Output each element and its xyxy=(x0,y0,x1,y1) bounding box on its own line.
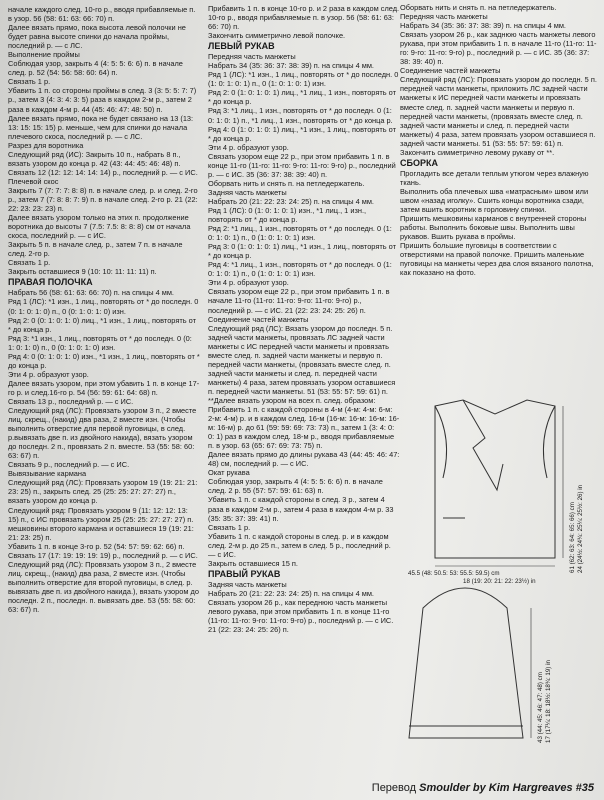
sleeve-label: 43 (44: 45: 46: 47: 48) cm xyxy=(537,672,544,743)
paragraph: Передняя часть манжеты Набрать 34 (35: 36: 37: 38: 39) п. на спицы 4 мм. Ряд 1 (ЛС): *1 изн., 1 лиц., повторять от * до последн. 0 (1: 0: 1: 0: 1) п., 0 (1: 0: 1: 0: 1) изн. Ряд 2: 0 (1: 0: 1: 0: 1) лиц., *1 лиц., 1 изн., повторять от * до конца р. Ряд 3: *1 лиц., 1 изн., повторять от * до последн. 0 (1: 0: 1: 0: 1) п., *1 лиц., 1 изн., повторять от * до конца р. Ряд 4: 0 (1: 0: 1: 0: 1) лиц., *1 изн., 1 лиц., повторять от * до конца р. Эти 4 р. образуют узор. Связать узором еще 22 р., при этом прибавить 1 п. в конце 11-го (11-го: 11-го: 9-го: 11-го: 9-го) р., последний р. — с ИС. 35 (36: 37: 38: 39: 40) п. Оборвать нить и снять п. на петледержатель. Задняя часть манжеты Набрать 20 (21: 22: 23: 24: 25) п. на спицы 4 мм. Ряд 1 (ЛС): 0 (1: 0: 1: 0: 1) изн., *1 лиц., 1 изн., повторять от * до конца р. Ряд 2: *1 лиц., 1 изн., повторять от * до последн. 0 (1: 0: 1: 0: 1) п., 0 (1: 0: 1: 0: 1) изн. Ряд 3: 0 (1: 0: 1: 0: 1) лиц., *1 изн., 1 лиц., повторять от * до конца р. Ряд 4: *1 лиц., 1 изн., повторять от * до последн. 0 (1: 0: 1: 0: 1) п., 0 (1: 0: 1: 0: 1) изн. Эти 4 р. образуют узор. Связать узором еще 22 р., при этом прибавить 1 п. в начале 11-го (11-го: 11-го: 9-го: 11-го: 9-го) р., последний р. — с ИС. 21 (22: 23: 24: 25: 26) п. xyxy=(208,52,399,315)
paragraph: Следующий ряд (ЛС): Вязать узором до последн. 5 п. задней части манжеты, провязать ЛС задней части манжеты с ИС передней части манжеты и провязать вместе след. п. задней части манжеты и первую п. передней части манжеты, (провязать вместе след. п. задней части манжеты и след. п. передней части манжеты) 4 раза, затем провязать узором оставшиеся п. передней части манжеты. 51 (53: 55: 57: 59: 61) п. **Далее вязать узором на всех п. след. образом: Прибавить 1 п. с каждой стороны в 4-м (4-м: 4-м: 6-м: 2-м: 4-м) р. и в каждом след. 16-м (16-м: 16-м: 16-м: 16-м: 16-м) р. до 61 (59: 59: 69: 73: 73) п., затем 1 (3: 4: 0: 0: 1) раз в каждом след. 18-м р., вводя прибавляемые п. в узор. 63 (65: 67: 69: 73: 75) п. Далее вязать прямо до длины рукава 43 (44: 45: 46: 47: 48) см, последний р. — с ИС. xyxy=(208,323,400,469)
heading-left-sleeve: ЛЕВЫЙ РУКАВ xyxy=(208,41,275,52)
subheading-collar: Разрез для воротника xyxy=(8,140,84,150)
paragraph: Соблюдая узор, закрыть 4 (4: 5: 5: 6: 6) п. в начале след. р. 52 (54: 56: 58: 60: 64) п. Связать 1 р. Убавить 1 п. со стороны проймы в след. 3 (3: 5: 5: 7: 7) р., затем 3 (4: 3: 4: 3: 5) раза в каждом 2-м р., затем 2 раза в каждом 4-м р. 44 (45: 46: 47: 48: 50) п. Далее вязать прямо, пока не будет связано на 13 (13: 13: 15: 15: 15) р. меньше, чем для спинки до начала плечевого скоса, последний р. — с ЛС. xyxy=(8,59,197,141)
subheading-armhole: Выполнение проймы xyxy=(8,50,80,60)
paragraph: Следующий ряд (ИС): Закрыть 10 п., набрать 8 п., вязать узором до конца р. 42 (43: 44: 45: 46: 48) п. Связать 12 (12: 12: 14: 14: 14) р., последний р. — с ИС. xyxy=(8,149,198,177)
paragraph: Прибавить 1 п. в конце 10-го р. и 2 раза в каждом след. 10-го р., вводя прибавляемые п. в узор. 56 (58: 61: 63: 66: 70) п. Закончить симметрично левой полочке. xyxy=(208,4,400,41)
footer-credit: Smoulder by Kim Hargreaves xyxy=(419,782,573,794)
width-label: 45.5 (48: 50.5: 53: 55.5: 59.5) cm xyxy=(408,570,500,577)
sleeve-label-in: 17 (17¼: 18: 18½: 18¾: 19) in xyxy=(545,660,552,743)
subheading-cuff-join: Соединение частей манжеты xyxy=(208,314,309,324)
column-1 xyxy=(8,5,200,614)
subheading-sleeve-cap: Окат рукава xyxy=(208,468,250,478)
paragraph: Соблюдая узор, закрыть 4 (4: 5: 5: 6: 6) п. в начале след. 2 р. 55 (57: 57: 59: 61: 63) п. Убавить 1 п. с каждой стороны в след. 3 р., затем 4 раза в каждом 2-м р., затем 4 раза в каждом 4-м р. 33 (35: 35: 37: 39: 41) п. Связать 1 р. Убавить 1 п. с каждой стороны в след. р. и в каждом след. 2-м р. до 25 п., затем в след. 5 р., последний р. — с ИС. Закрыть оставшиеся 15 п. xyxy=(208,477,394,568)
vest-outline xyxy=(435,400,555,558)
footer-prefix: Перевод xyxy=(371,782,417,794)
subheading-pocket: Вывязывание кармана xyxy=(8,469,87,479)
page-number: #35 xyxy=(575,782,594,794)
paragraph: Следующий ряд (ЛС): Провязать узором 19 (19: 21: 21: 23: 25) п., закрыть след. 25 (25: 25: 27: 27: 27) п., вязать узором до конца р. Следующий ряд: Провязать узором 9 (11: 12: 12: 13: 15) п., с ИС провязать узором 25 (25: 25: 27: 27: 27) п. мешковины второго кармана и оставшиеся 19 (19: 21: 21: 23: 25) п. Убавить 1 п. в конце 3-го р. 52 (54: 57: 59: 62: 66) п. Связать 17 (17: 19: 19: 19: 19) р., последний р. — с ИС. Следующий ряд (ЛС): Провязать узором 3 п., 2 вместе лиц. скрещ., (накид) два раза, 2 вместе изн. (Чтобы выполнить отверстие для второй пуговицы, в след. р. вывязать две п. из двойного накида.), вязать узором до последн. 2 п., последн. п. вывязать две. 53 (55: 58: 60: 63: 67) п. xyxy=(8,478,199,615)
column-3 xyxy=(400,3,598,277)
paragraph: Следующий ряд (ЛС): Провязать узором до последн. 5 п. передней части манжеты, приложить ЛС задней части манжеты к ИС передней части манжеты и провязать вместе след. п. задней части манжеты и первую п. передней части манжеты, (провязать вместе след. п. задней части манжеты и след. п. передней части манжеты) 4 раза, затем провязать узором оставшиеся п. задней части манжеты. 51 (53: 55: 57: 59: 61) п. Закончить симметрично левому рукаву от **. xyxy=(400,75,597,157)
subheading-cuff-join: Соединение частей манжеты xyxy=(400,66,501,76)
paragraph: Оборвать нить и снять п. на петледержатель. Передняя часть манжеты Набрать 34 (35: 36: 37: 38: 39) п. на спицы 4 мм. Связать узором 26 р., как заднюю часть манжеты левого рукава, при этом прибавить 1 п. в начале 11-го (11-го: 11-го: 9-го: 11-го: 9-го) р., последний р. — с ИС. 35 (36: 37: 38: 39: 40) п. xyxy=(400,3,597,67)
heading-right-front: ПРАВАЯ ПОЛОЧКА xyxy=(8,277,93,288)
heading-right-sleeve: ПРАВЫЙ РУКАВ xyxy=(208,568,281,579)
height-label: 61 (62: 63: 64: 65: 66) cm xyxy=(569,502,576,573)
subheading-shoulder: Плечевой скос xyxy=(8,176,59,186)
height-label-in: 24 (24½: 24¾: 25¼: 25½: 26) in xyxy=(577,484,584,573)
paragraph: Задняя часть манжеты Набрать 20 (21: 22: 23: 24: 25) п. на спицы 4 мм. Связать узором 26 р., как переднюю часть манжеты левого рукава, при этом прибавить 1 п. в конце 11-го (11-го: 11-го: 9-го: 11-го: 9-го) р., последний р. — с ИС. 21 (22: 23: 24: 25: 26) п. xyxy=(208,579,394,635)
paragraph: Набрать 56 (58: 61: 63: 66: 70) п. на спицы 4 мм. Ряд 1 (ЛС): *1 изн., 1 лиц., повторять от * до последн. 0 (0: 1: 0: 1: 0) п., 0 (0: 1: 0: 1: 0) изн. Ряд 2: 0 (0: 1: 0: 1: 0) лиц., *1 изн., 1 лиц., повторять от * до конца р. Ряд 3: *1 изн., 1 лиц., повторять от * до последн. 0 (0: 1: 0: 1: 0) п., 0 (0: 1: 0: 1: 0) изн. Ряд 4: 0 (0: 1: 0: 1: 0) изн., *1 изн., 1 лиц., повторять от * до конца р. Эти 4 р. образуют узор. Далее вязать узором, при этом убавить 1 п. в конце 17-го р. и след.16-го р. 54 (56: 59: 61: 64: 68) п. Связать 13 р., последний р. — с ИС. Следующий ряд (ЛС): Провязать узором 3 п., 2 вместе лиц. скрещ., (накид) два раза, 2 вместе изн. (Чтобы выполнить отверстие для первой пуговицы, в след. р.вывязать две п. из двойного накида), вязать узором до последн. 2 п., провязать 2 п. вместе. 53 (55: 58: 60: 63: 67) п. Связать 9 р., последний р. — с ИС. xyxy=(8,288,200,470)
width-label-in: 18 (19: 20: 21: 22: 23½) in xyxy=(463,578,536,585)
column-2 xyxy=(208,4,400,634)
paragraph: Прогладить все детали теплым утюгом через влажную ткань. Выполнить оба плечевых шва «матрасным» швом или швом «назад иголку». Сшить концы воротника сзади, затем вшить воротник в горловину спинки. Пришить мешковины карманов с внутренней стороны работы. Выполнить боковые швы. Выполнить швы рукавов. Вшить рукава в проймы. Пришить большие пуговицы в соответствии с отверстиями на правой полочке. Пришить маленькие пуговицы на манжеты через два слоя вязаного полотна, как показано на фото. xyxy=(400,168,594,278)
heading-assembly: СБОРКА xyxy=(400,157,438,168)
paragraph: начале каждого след. 10-го р., вводя прибавляемые п. в узор. 56 (58: 61: 63: 66: 70) п. Далее вязать прямо, пока высота левой полочки не будет равна высоте спинки до начала проймы, последний р. — с ЛС. xyxy=(8,5,196,51)
sleeve-outline xyxy=(409,588,523,738)
schematic-diagram xyxy=(405,398,600,758)
page-footer xyxy=(372,782,594,794)
paragraph: Закрыть 7 (7: 7: 7: 8: 8) п. в начале след. р. и след. 2-го р., затем 7 (7: 8: 8: 7: 9) п. в начале след. 2-го р. 21 (22: 22: 23: 23: 23) п. Далее вязать узором только на этих п. продолжение воротника до высоты 7 (7.5: 7.5: 8: 8: 8) см от начала скоса, последний р. — с ИС. Закрыть 5 п. в начале след. р., затем 7 п. в начале след. 2-го р. Связать 1 р. Закрыть оставшиеся 9 (10: 10: 11: 11: 11) п. xyxy=(8,185,198,277)
